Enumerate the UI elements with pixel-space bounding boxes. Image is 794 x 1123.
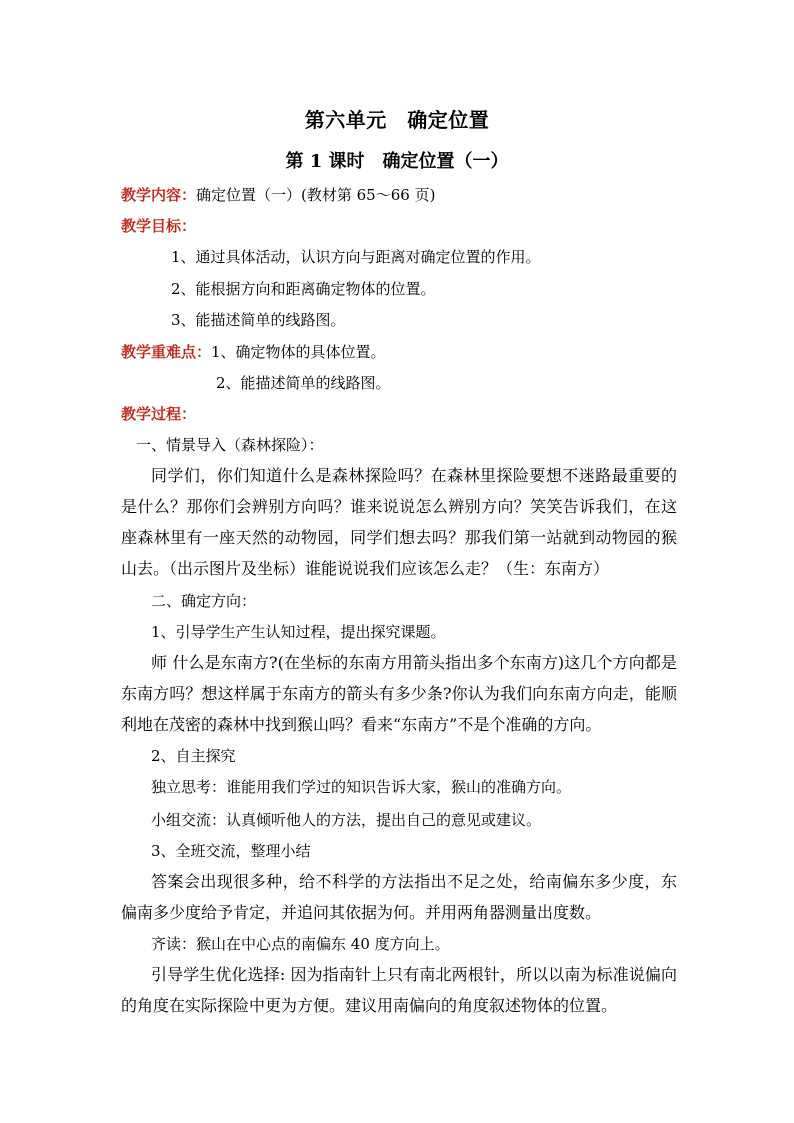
content-line <box>121 185 435 205</box>
process-label: 教学过程： <box>121 405 197 423</box>
summary-paragraph: 答案会出现很多种，给不科学的方法指出不足之处，给南偏东多少度，东偏南多少度给予肯定，并追问其依据为何。并用两角器测量出度数。 <box>121 872 677 922</box>
objective-item: 1、通过具体活动，认识方向与距离对确定位置的作用。 <box>171 248 541 266</box>
objectives-label: 教学目标： <box>121 217 197 235</box>
objective-item: 3、能描述简单的线路图。 <box>171 311 346 329</box>
step-heading: 1、引导学生产生认知过程，提出探究课题。 <box>151 623 446 641</box>
think-line: 独立思考：谁能用我们学过的知识告诉大家，猴山的准确方向。 <box>151 778 572 796</box>
objective-item: 2、能根据方向和距离确定物体的位置。 <box>171 280 436 298</box>
group-line: 小组交流：认真倾听他人的方法，提出自己的意见或建议。 <box>151 811 542 829</box>
unit-title: 第六单元 确定位置 <box>304 108 490 132</box>
section-heading: 一、情景导入（森林探险）： <box>136 436 324 454</box>
lesson-title: 第 1 课时 确定位置（一） <box>285 151 509 172</box>
teacher-paragraph: 师 什么是东南方?(在坐标的东南方用箭头指出多个东南方)这几个方向都是东南方吗？想这样属于东南方的箭头有多少条?你认为我们向东南方向走，能顺利地在茂密的森林中找到猴山吗？看来“东南方”不是个准确的方向。 <box>121 653 677 734</box>
section-heading: 二、确定方向： <box>151 592 257 610</box>
intro-paragraph: 同学们，你们知道什么是森林探险吗？在森林里探险要想不迷路最重要的是什么？那你们会辨别方向吗？谁来说说怎么辨别方向？笑笑告诉我们，在这座森林里有一座天然的动物园，同学们想去吗？那我们第一站就到动物园的猴山去。（出示图片及坐标）谁能说说我们应该怎么走？（生：东南方） <box>121 466 677 578</box>
read-line: 齐读：猴山在中心点的南偏东 40 度方向上。 <box>151 935 450 953</box>
content-label: 教学内容： <box>121 186 197 204</box>
content-text: 确定位置（一）(教材第 65～66 页) <box>196 186 436 204</box>
key-point-item: 1、确定物体的具体位置。 <box>211 343 386 361</box>
guide-paragraph: 引导学生优化选择: 因为指南针上只有南北两根针，所以以南为标准说偏向的角度在实际探险中更为方便。建议用南偏向的角度叙述物体的位置。 <box>121 965 677 1015</box>
key-points-line <box>121 342 386 362</box>
key-point-item: 2、能描述简单的线路图。 <box>216 374 391 392</box>
key-points-label: 教学重难点： <box>121 343 212 361</box>
step-heading: 2、自主探究 <box>151 747 236 765</box>
step-heading: 3、全班交流，整理小结 <box>151 842 311 860</box>
